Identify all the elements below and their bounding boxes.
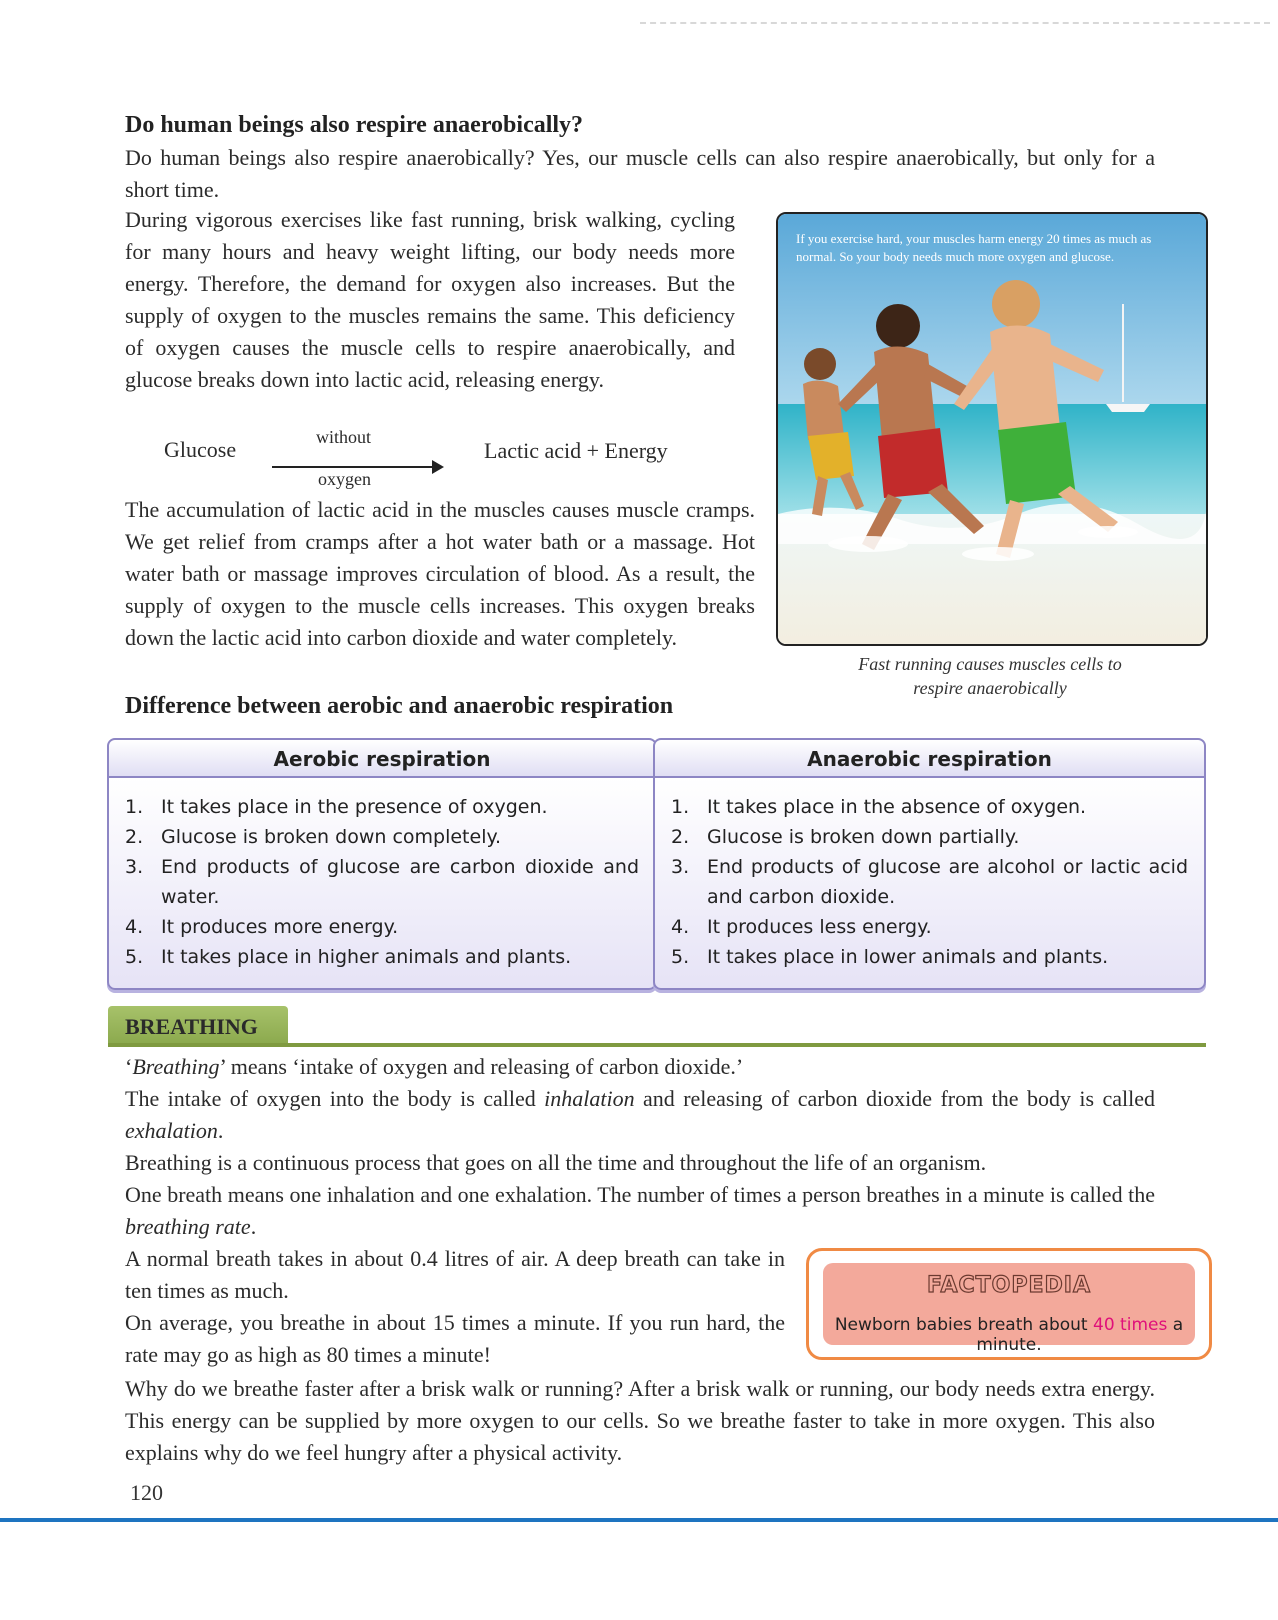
anaerobic-item [655, 852, 1188, 912]
anaerobic-item-number: 4. [671, 916, 690, 938]
breathing-heading-rule [108, 1043, 1206, 1047]
breathing-average-rate: On average, you breathe in about 15 times a minute. If you run hard, the rate may go as high as 80 times a minute! [125, 1310, 785, 1367]
aerobic-item [109, 792, 639, 822]
factopedia-text: Newborn babies breath about 40 times a minute. [834, 1315, 1184, 1355]
anaerobic-item-number: 5. [671, 946, 690, 968]
anaerobic-column-header: Anaerobic respiration [653, 738, 1206, 778]
equation-reactant: Glucose [164, 437, 237, 462]
equation-above-arrow: without [316, 427, 372, 447]
running-children-illustration [778, 214, 1206, 644]
aerobic-item-number: 3. [125, 856, 144, 878]
aerobic-item-number: 2. [125, 826, 144, 848]
footer-rule [0, 1518, 1278, 1522]
breathing-rate-definition: One breath means one inhalation and one exhalation. The number of times a person breathes in a minute is called the breathing rate. [125, 1182, 1155, 1239]
photo-caption [776, 652, 1204, 700]
breathing-definition: ‘Breathing’ means ‘intake of oxygen and releasing of carbon dioxide.’ [125, 1054, 744, 1079]
aerobic-item-text: It produces more energy. [161, 916, 399, 938]
aerobic-item-text: Glucose is broken down completely. [161, 826, 502, 848]
anaerobic-item-text: It takes place in lower animals and plants. [707, 946, 1109, 968]
equation-arrow [272, 466, 442, 468]
photo-inner-caption: If you exercise hard, your muscles harm energy 20 times as much as normal. So your body needs much more oxygen and glucose. [796, 231, 1152, 264]
aerobic-item-number: 1. [125, 796, 144, 818]
breathing-normal-breath: A normal breath takes in about 0.4 litres of air. A deep breath can take in ten times as much. [125, 1246, 785, 1303]
anaerobic-item [655, 942, 1188, 972]
breathing-heading: BREATHING [108, 1006, 288, 1046]
breathing-inhalation-exhalation: The intake of oxygen into the body is called inhalation and releasing of carbon dioxide from the body is called exhalation. [125, 1086, 1155, 1143]
section-heading-difference: Difference between aerobic and anaerobic respiration [125, 693, 674, 719]
top-dashed-rule [640, 22, 1270, 24]
aerobic-item [109, 912, 639, 942]
aerobic-item-text: End products of glucose are carbon dioxide and water. [161, 856, 639, 908]
anaerobic-item [655, 792, 1188, 822]
factopedia-highlight: 40 times [1093, 1315, 1168, 1335]
breathing-faster-explanation: Why do we breathe faster after a brisk walk or running? After a brisk walk or running, our body needs extra energy. This energy can be supplied by more oxygen to our cells. So we breathe faster to take in more oxygen. This also explains why do we feel hungry after a physical activity. [125, 1376, 1155, 1465]
anaerobic-item-text: End products of glucose are alcohol or lactic acid and carbon dioxide. [707, 856, 1188, 908]
section-heading-anaerobic: Do human beings also respire anaerobically? [125, 112, 584, 138]
factopedia-box [806, 1248, 1212, 1360]
equation-products: Lactic acid + Energy [484, 438, 668, 463]
anaerobic-item [655, 822, 1188, 852]
aerobic-item [109, 852, 639, 912]
aerobic-item-text: It takes place in higher animals and plants. [161, 946, 572, 968]
anaerobic-item-text: It produces less energy. [707, 916, 932, 938]
equation-below-arrow: oxygen [318, 469, 371, 489]
anaerobic-item-number: 3. [671, 856, 690, 878]
anaerobic-list [655, 792, 1204, 972]
aerobic-item-number: 4. [125, 916, 144, 938]
anaerobic-item-text: It takes place in the absence of oxygen. [707, 796, 1087, 818]
paragraph-intro: Do human beings also respire anaerobically? Yes, our muscle cells can also respire anaerobically, but only for a short time. [125, 145, 1155, 202]
page-number: 120 [130, 1480, 163, 1505]
factopedia-title: FACTOPEDIA [926, 1273, 1091, 1298]
anaerobic-item-text: Glucose is broken down partially. [707, 826, 1020, 848]
paragraph-lactic-acid: The accumulation of lactic acid in the muscles causes muscle cramps. We get relief from cramps after a hot water bath or a massage. Hot water bath or massage improves circulation of blood. As a result, the supply of oxygen to the muscle cells increases. This oxygen breaks down the lactic acid into carbon dioxide and water completely. [125, 497, 755, 650]
factopedia-inner [823, 1263, 1195, 1355]
anaerobic-column [653, 776, 1206, 990]
paragraph-vigorous-exercise: During vigorous exercises like fast running, brisk walking, cycling for many hours and heavy weight lifting, our body needs more energy. Therefore, the demand for oxygen also increases. But the supply of oxygen to the muscles remains the same. This deficiency of oxygen causes the muscle cells to respire anaerobically, and glucose breaks down into lactic acid, releasing energy. [125, 207, 735, 392]
aerobic-list [109, 792, 655, 972]
aerobic-item [109, 822, 639, 852]
aerobic-item [109, 942, 639, 972]
running-children-photo [776, 212, 1208, 646]
photo-caption-line-2: respire anaerobically [913, 678, 1067, 698]
aerobic-item-number: 5. [125, 946, 144, 968]
breathing-continuous: Breathing is a continuous process that goes on all the time and throughout the life of an organism. [125, 1150, 987, 1175]
aerobic-item-text: It takes place in the presence of oxygen. [161, 796, 548, 818]
anaerobic-item-number: 1. [671, 796, 690, 818]
anaerobic-item [655, 912, 1188, 942]
aerobic-column-header: Aerobic respiration [107, 738, 657, 778]
anaerobic-item-number: 2. [671, 826, 690, 848]
aerobic-column [107, 776, 657, 990]
photo-caption-line-1: Fast running causes muscles cells to [858, 654, 1122, 674]
